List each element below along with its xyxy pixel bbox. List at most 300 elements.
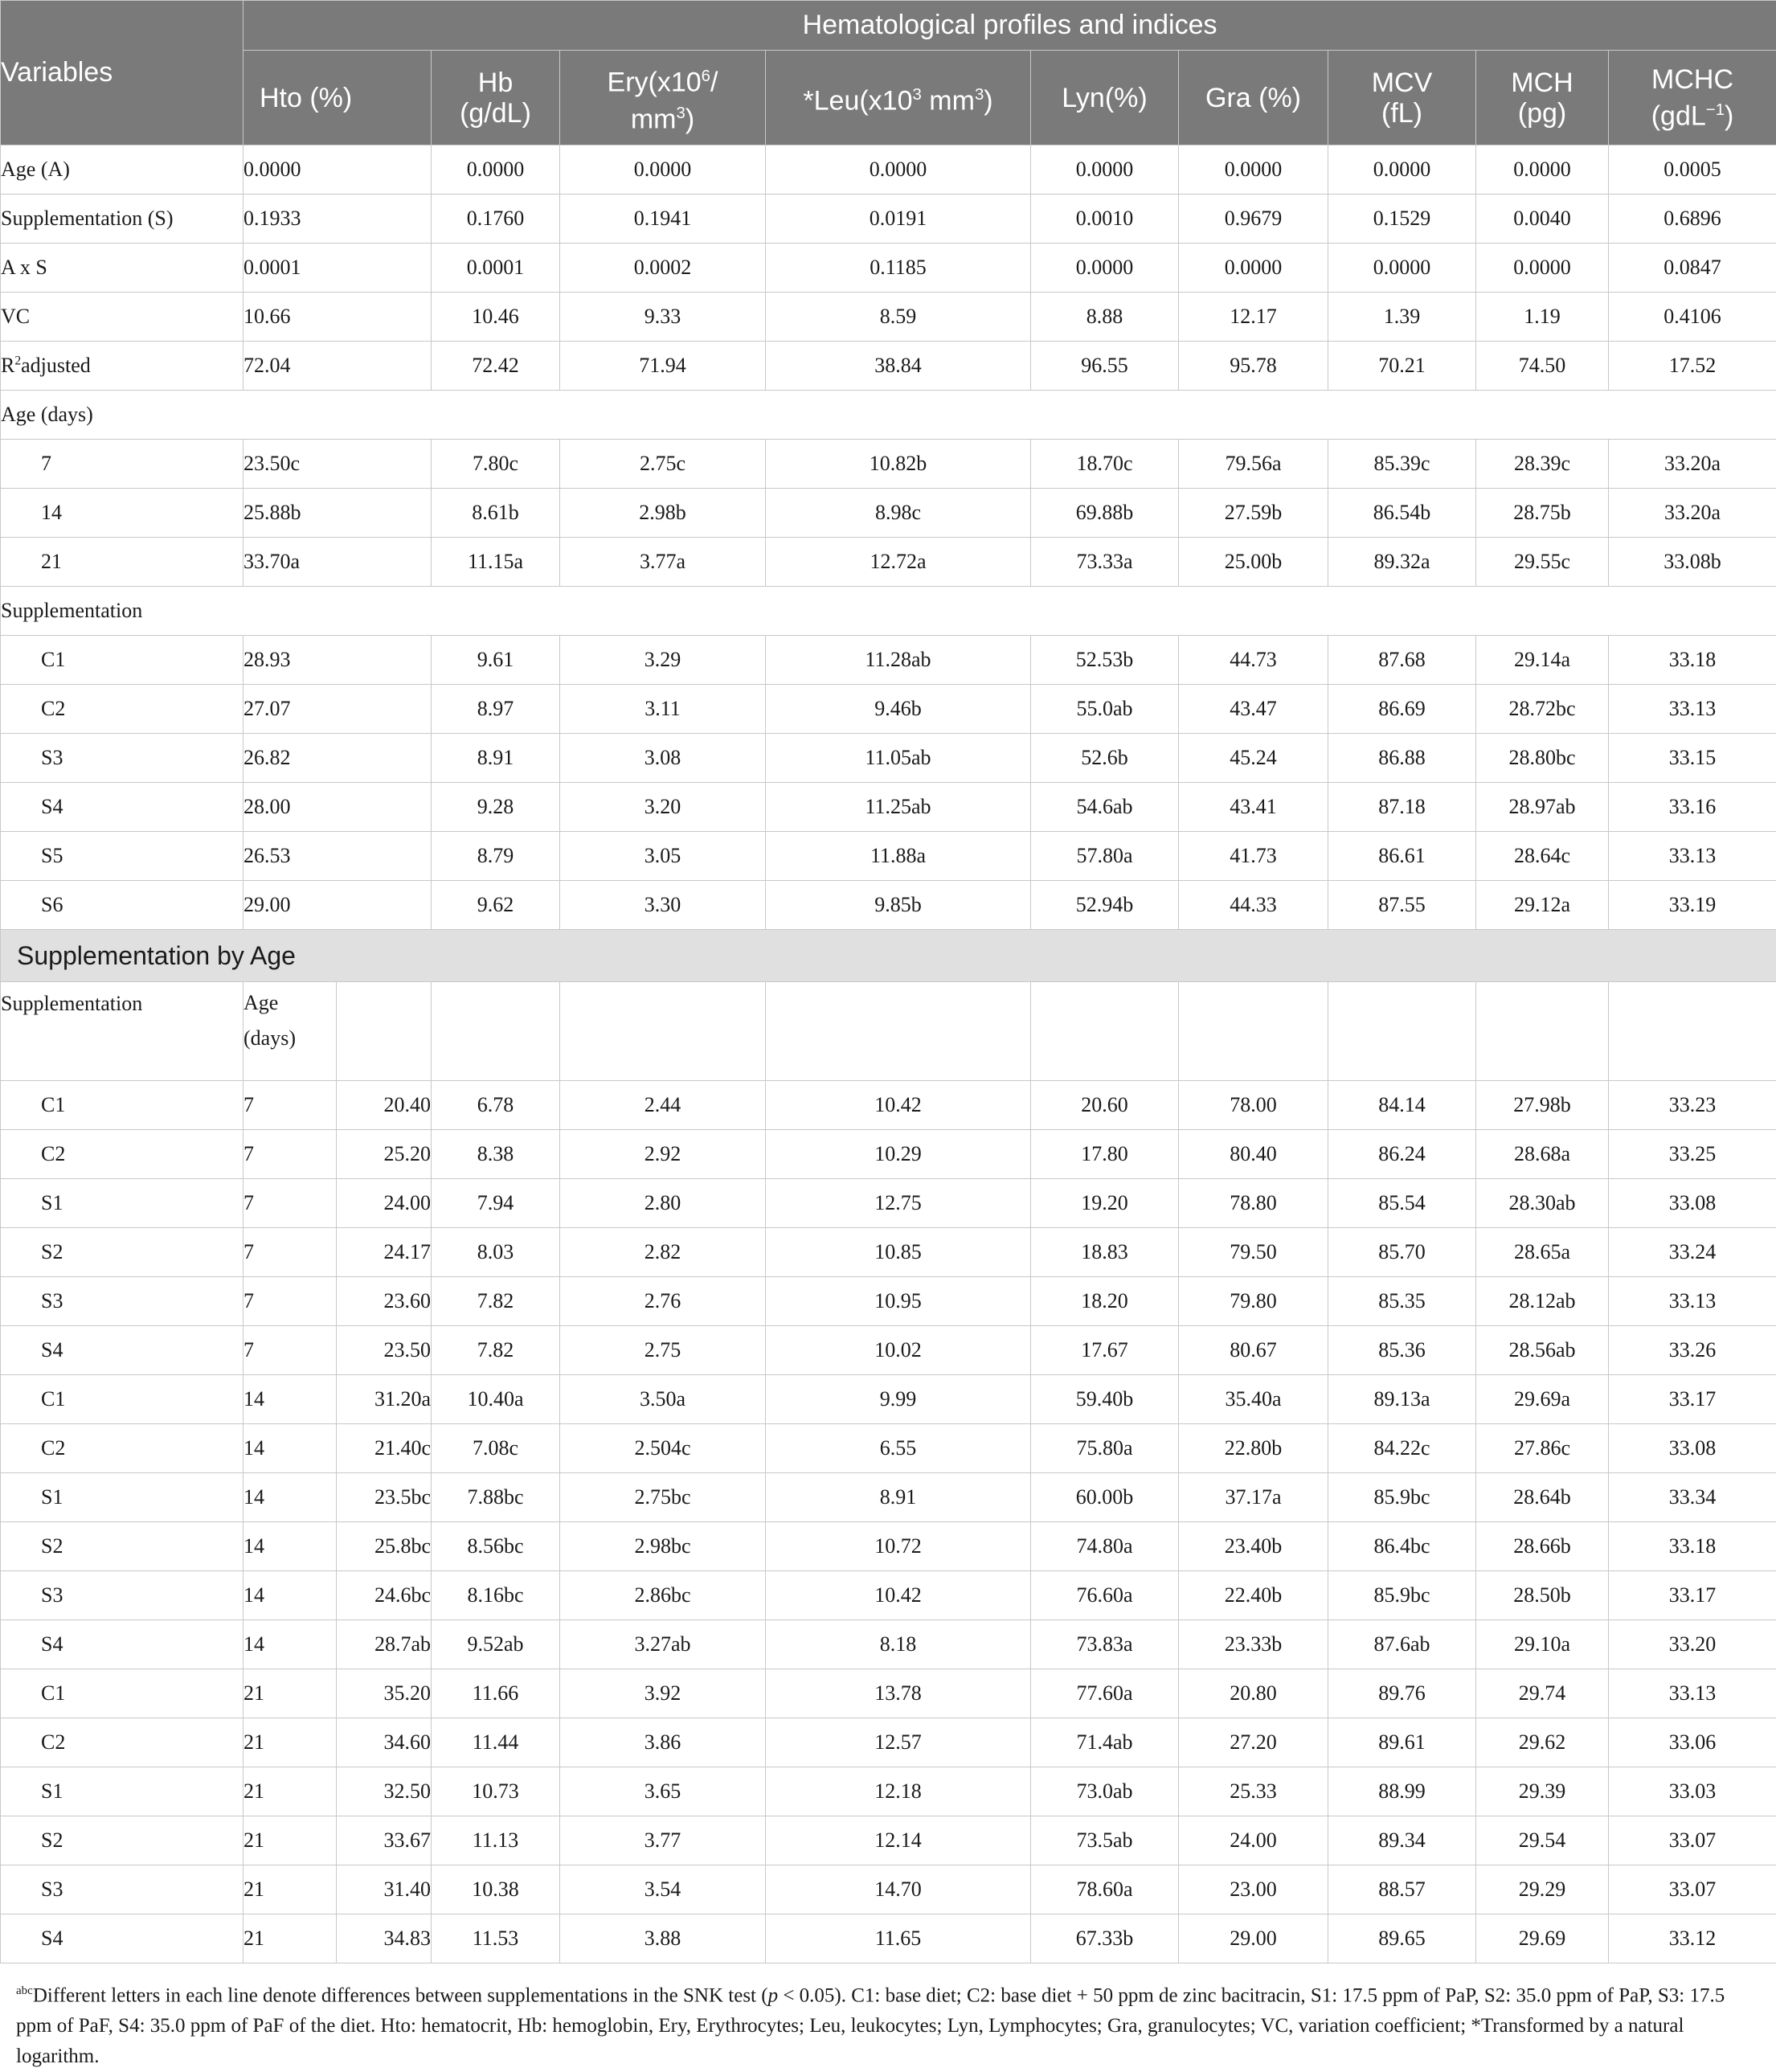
table-cell: 52.6b [1031,734,1179,783]
table-cell: 0.0000 [1328,244,1476,293]
table-cell: 85.70 [1328,1228,1476,1277]
table-cell: 24.00 [1179,1816,1328,1865]
age-cell: 14 [243,1571,337,1620]
table-cell: 0.0000 [1476,145,1609,195]
table-cell: 3.11 [560,685,766,734]
table-cell: 23.33b [1179,1620,1328,1669]
table-cell: 29.29 [1476,1865,1609,1914]
table-cell: 0.0005 [1609,145,1776,195]
row-label: S3 [1,734,243,783]
table-cell: 28.00 [243,783,432,832]
row-label: S1 [1,1767,243,1816]
table-cell: 18.83 [1031,1228,1179,1277]
table-cell: 85.9bc [1328,1473,1476,1522]
table-row [1,1326,1776,1375]
table-cell: 17.52 [1609,342,1776,391]
table-cell: 33.13 [1609,832,1776,881]
table-cell: 88.99 [1328,1767,1476,1816]
table-cell: 27.86c [1476,1424,1609,1473]
table-cell: 28.30ab [1476,1179,1609,1228]
row-label: 14 [1,489,243,538]
table-cell: 78.60a [1031,1865,1179,1914]
table-cell: 12.18 [766,1767,1031,1816]
table-cell: 29.39 [1476,1767,1609,1816]
table-cell: 20.60 [1031,1081,1179,1130]
row-label: S4 [1,783,243,832]
age-cell: 21 [243,1914,337,1963]
table-cell: 6.78 [432,1081,560,1130]
table-cell: 28.12ab [1476,1277,1609,1326]
table-cell: 43.47 [1179,685,1328,734]
age-cell: 7 [243,1081,337,1130]
column-header-part: / [710,68,718,98]
table-cell: 10.29 [766,1130,1031,1179]
table-cell: 31.20a [337,1375,432,1424]
table-cell: 12.72a [766,538,1031,587]
empty-cell [1609,982,1776,1081]
table-cell: 24.6bc [337,1571,432,1620]
table-cell: 9.62 [432,881,560,930]
column-header-part: −1 [1706,101,1725,119]
column-header-part: Gra (%) [1205,83,1301,113]
table-cell: 28.39c [1476,440,1609,489]
age-cell: 14 [243,1424,337,1473]
table-cell: 86.69 [1328,685,1476,734]
table-cell: 33.13 [1609,1669,1776,1718]
column-header-part: Hto (%) [260,83,352,113]
table-cell: 28.7ab [337,1620,432,1669]
table-cell: 11.28ab [766,636,1031,685]
table-cell: 60.00b [1031,1473,1179,1522]
table-cell: 75.80a [1031,1424,1179,1473]
table-cell: 23.5bc [337,1473,432,1522]
table-cell: 0.0000 [432,145,560,195]
table-cell: 33.20a [1609,489,1776,538]
table-cell: 7.88bc [432,1473,560,1522]
table-row [1,489,1776,538]
table-cell: 86.54b [1328,489,1476,538]
table-cell: 32.50 [337,1767,432,1816]
table-cell: 8.38 [432,1130,560,1179]
table-cell: 23.50c [243,440,432,489]
table-cell: 29.55c [1476,538,1609,587]
empty-cell [1031,982,1179,1081]
table-cell: 28.72bc [1476,685,1609,734]
table-row [1,342,1776,391]
table-cell: 41.73 [1179,832,1328,881]
table-cell: 0.0847 [1609,244,1776,293]
table-cell: 1.39 [1328,293,1476,342]
column-header-part: ) [1725,100,1733,131]
table-cell: 26.53 [243,832,432,881]
row-label: S3 [1,1865,243,1914]
row-label: C1 [1,636,243,685]
table-row [1,440,1776,489]
table-row [1,1228,1776,1277]
table-row [1,244,1776,293]
table-cell: 52.53b [1031,636,1179,685]
table-cell: 45.24 [1179,734,1328,783]
row-label: Supplementation (S) [1,195,243,244]
table-cell: 33.18 [1609,1522,1776,1571]
table-cell: 28.56ab [1476,1326,1609,1375]
table-cell: 2.86bc [560,1571,766,1620]
column-header-part: MCHC [1651,64,1733,95]
table-cell: 67.33b [1031,1914,1179,1963]
subheader-supplementation: Supplementation [1,982,243,1081]
row-label-sup: 2 [14,354,21,367]
table-cell: 13.78 [766,1669,1031,1718]
row-label: A x S [1,244,243,293]
table-cell: 29.69 [1476,1914,1609,1963]
table-row [1,734,1776,783]
table-cell: 3.77 [560,1816,766,1865]
row-label: S1 [1,1473,243,1522]
section-title: Age (days) [1,391,1776,440]
section-banner [1,930,1776,982]
table-cell: 3.05 [560,832,766,881]
column-header [1609,51,1776,145]
table-cell: 2.80 [560,1179,766,1228]
table-cell: 11.44 [432,1718,560,1767]
column-header-part: (pg) [1518,98,1566,129]
table-cell: 95.78 [1179,342,1328,391]
table-cell: 20.80 [1179,1669,1328,1718]
row-label: C2 [1,1130,243,1179]
table-cell: 33.15 [1609,734,1776,783]
age-cell: 14 [243,1522,337,1571]
table-cell: 11.88a [766,832,1031,881]
row-label: C2 [1,1424,243,1473]
table-cell: 34.83 [337,1914,432,1963]
table-cell: 19.20 [1031,1179,1179,1228]
table-cell: 29.12a [1476,881,1609,930]
table-cell: 0.0000 [1179,145,1328,195]
table-cell: 25.8bc [337,1522,432,1571]
age-cell: 7 [243,1130,337,1179]
table-cell: 33.12 [1609,1914,1776,1963]
table-cell: 8.98c [766,489,1031,538]
age-cell: 7 [243,1326,337,1375]
table-row [1,685,1776,734]
table-cell: 33.23 [1609,1081,1776,1130]
section-banner-title: Supplementation by Age [1,930,1776,982]
table-cell: 11.13 [432,1816,560,1865]
table-row [1,1914,1776,1963]
header-group-title: Hematological profiles and indices [243,1,1776,51]
table-cell: 8.61b [432,489,560,538]
table-cell: 8.18 [766,1620,1031,1669]
table-cell: 8.03 [432,1228,560,1277]
table-cell: 17.80 [1031,1130,1179,1179]
table-cell: 71.4ab [1031,1718,1179,1767]
table-cell: 7.82 [432,1326,560,1375]
table-cell: 11.25ab [766,783,1031,832]
table-cell: 10.42 [766,1571,1031,1620]
table-cell: 37.17a [1179,1473,1328,1522]
table-cell: 73.33a [1031,538,1179,587]
table-cell: 23.60 [337,1277,432,1326]
table-cell: 78.80 [1179,1179,1328,1228]
table-cell: 7.08c [432,1424,560,1473]
table-cell: 79.50 [1179,1228,1328,1277]
table-cell: 72.42 [432,342,560,391]
table-cell: 0.0000 [1476,244,1609,293]
table-cell: 24.00 [337,1179,432,1228]
table-cell: 85.35 [1328,1277,1476,1326]
table-cell: 2.75c [560,440,766,489]
subheader-age [243,982,337,1081]
table-row [1,832,1776,881]
table-cell: 38.84 [766,342,1031,391]
table-cell: 25.88b [243,489,432,538]
table-cell: 87.6ab [1328,1620,1476,1669]
table-cell: 0.0001 [432,244,560,293]
empty-cell [1328,982,1476,1081]
table-cell: 86.4bc [1328,1522,1476,1571]
table-row [1,1277,1776,1326]
table-cell: 85.9bc [1328,1571,1476,1620]
empty-cell [1179,982,1328,1081]
table-cell: 11.66 [432,1669,560,1718]
age-cell: 21 [243,1718,337,1767]
table-cell: 10.46 [432,293,560,342]
footnote-p: p [768,1984,779,2006]
table-cell: 3.30 [560,881,766,930]
table-row [1,1081,1776,1130]
table-cell: 3.65 [560,1767,766,1816]
table-cell: 11.05ab [766,734,1031,783]
table-cell: 31.40 [337,1865,432,1914]
table-cell: 33.07 [1609,1816,1776,1865]
table-cell: 8.97 [432,685,560,734]
table-cell: 29.00 [1179,1914,1328,1963]
column-header-part: MCH [1511,68,1573,98]
table-cell: 57.80a [1031,832,1179,881]
table-cell: 85.39c [1328,440,1476,489]
table-cell: 89.76 [1328,1669,1476,1718]
row-label: S5 [1,832,243,881]
age-cell: 7 [243,1228,337,1277]
age-cell: 14 [243,1375,337,1424]
table-row [1,1865,1776,1914]
empty-cell [766,982,1031,1081]
table-row [1,145,1776,195]
table-cell: 3.88 [560,1914,766,1963]
table-cell: 27.59b [1179,489,1328,538]
table-cell: 74.80a [1031,1522,1179,1571]
table-cell: 84.22c [1328,1424,1476,1473]
table-cell: 8.56bc [432,1522,560,1571]
column-header-part: 6 [702,68,710,85]
table-cell: 33.18 [1609,636,1776,685]
table-cell: 3.50a [560,1375,766,1424]
table-cell: 55.0ab [1031,685,1179,734]
table-cell: 3.29 [560,636,766,685]
column-header [1179,51,1328,145]
table-cell: 70.21 [1328,342,1476,391]
table-cell: 10.66 [243,293,432,342]
table-cell: 0.9679 [1179,195,1328,244]
column-header [1031,51,1179,145]
table-cell: 33.34 [1609,1473,1776,1522]
row-label: S4 [1,1914,243,1963]
column-header-part: ) [685,104,694,134]
footnote-text-2: < 0.05). C1: base diet; C2: base diet + 50 ppm de zinc bacitracin, S1: 17.5 ppm of PaP, S2: 35.0 ppm of PaP, S3: 17.5 ppm of PaF, S4: 35.0 ppm of PaF of the diet. Hto: hematocrit, Hb: hemoglobin, Ery, Erythrocytes; Leu, leukocytes; Lyn, Lymphocytes; Gra, granulocytes; VC, variation coefficient; *Transformed by a natural logarithm. [16,1984,1725,2067]
table-cell: 29.69a [1476,1375,1609,1424]
row-label-part: adjusted [21,354,91,377]
header-variables: Variables [1,1,243,145]
table-cell: 0.0000 [1031,145,1179,195]
table-cell: 0.0040 [1476,195,1609,244]
table-cell: 33.17 [1609,1571,1776,1620]
table-cell: 23.40b [1179,1522,1328,1571]
table-cell: 0.0010 [1031,195,1179,244]
table-cell: 29.74 [1476,1669,1609,1718]
table-cell: 10.40a [432,1375,560,1424]
table-cell: 18.70c [1031,440,1179,489]
table-cell: 43.41 [1179,783,1328,832]
table-cell: 11.53 [432,1914,560,1963]
table-cell: 0.1933 [243,195,432,244]
table-cell: 9.52ab [432,1620,560,1669]
table-cell: 33.24 [1609,1228,1776,1277]
table-cell: 2.75 [560,1326,766,1375]
empty-cell [337,982,432,1081]
table-cell: 20.40 [337,1081,432,1130]
table-cell: 14.70 [766,1865,1031,1914]
table-row [1,293,1776,342]
table-footnote [16,1976,1760,2072]
table-cell: 29.62 [1476,1718,1609,1767]
table-cell: 33.20 [1609,1620,1776,1669]
table-cell: 10.72 [766,1522,1031,1571]
age-cell: 21 [243,1767,337,1816]
table-cell: 12.75 [766,1179,1031,1228]
table-cell: 33.08 [1609,1424,1776,1473]
row-label: S4 [1,1326,243,1375]
subheader-age-line2: (days) [243,1026,296,1050]
table-cell: 28.80bc [1476,734,1609,783]
row-label: S4 [1,1620,243,1669]
table-cell: 54.6ab [1031,783,1179,832]
table-cell: 28.68a [1476,1130,1609,1179]
table-cell: 9.46b [766,685,1031,734]
table-cell: 33.06 [1609,1718,1776,1767]
table-cell: 28.64c [1476,832,1609,881]
row-label: C1 [1,1375,243,1424]
table-cell: 28.66b [1476,1522,1609,1571]
table-row [1,783,1776,832]
table-cell: 0.1941 [560,195,766,244]
table-cell: 89.34 [1328,1816,1476,1865]
age-cell: 21 [243,1865,337,1914]
table-cell: 3.08 [560,734,766,783]
empty-cell [1476,982,1609,1081]
table-cell: 33.08 [1609,1179,1776,1228]
table-cell: 3.54 [560,1865,766,1914]
table-cell: 84.14 [1328,1081,1476,1130]
table-cell: 73.83a [1031,1620,1179,1669]
column-header [243,51,432,145]
table-cell: 26.82 [243,734,432,783]
table-row [1,195,1776,244]
table-cell: 8.16bc [432,1571,560,1620]
footnote-text-1: Different letters in each line denote differences between supplementations in the SNK test ( [33,1984,768,2006]
table-row [1,1767,1776,1816]
row-label: 7 [1,440,243,489]
column-header-part: (g/dL) [460,98,531,129]
footnote-marker: abc [16,1984,33,1997]
row-label: Age (A) [1,145,243,195]
table-cell: 1.19 [1476,293,1609,342]
column-header-part: mm [631,104,677,134]
table-cell: 44.73 [1179,636,1328,685]
table-cell: 76.60a [1031,1571,1179,1620]
column-header [1476,51,1609,145]
section-title: Supplementation [1,587,1776,636]
column-header-part: Hb [478,68,513,98]
row-label: S3 [1,1571,243,1620]
column-header-part: mm [922,85,975,116]
column-header-part: ) [984,85,992,116]
table-cell: 33.70a [243,538,432,587]
table-cell: 89.61 [1328,1718,1476,1767]
column-header-part: Lyn(%) [1062,83,1147,113]
table-cell: 33.67 [337,1816,432,1865]
row-label: S1 [1,1179,243,1228]
table-cell: 2.76 [560,1277,766,1326]
row-label: C2 [1,685,243,734]
age-cell: 21 [243,1669,337,1718]
column-header-part: (gdL [1651,100,1706,131]
table-cell: 35.40a [1179,1375,1328,1424]
table-cell: 0.6896 [1609,195,1776,244]
row-label: C1 [1,1081,243,1130]
column-header-part: 3 [913,86,922,104]
table-cell: 7.80c [432,440,560,489]
table-cell: 17.67 [1031,1326,1179,1375]
table-cell: 3.92 [560,1669,766,1718]
table-cell: 33.16 [1609,783,1776,832]
age-cell: 14 [243,1473,337,1522]
table-cell: 33.25 [1609,1130,1776,1179]
table-cell: 12.17 [1179,293,1328,342]
table-cell: 0.0000 [243,145,432,195]
table-cell: 2.75bc [560,1473,766,1522]
table-cell: 3.20 [560,783,766,832]
table-cell: 87.18 [1328,783,1476,832]
table-cell: 28.93 [243,636,432,685]
subheader-row [1,982,1776,1081]
table-cell: 24.17 [337,1228,432,1277]
column-header [432,51,560,145]
table-cell: 33.20a [1609,440,1776,489]
table-cell: 88.57 [1328,1865,1476,1914]
table-cell: 28.65a [1476,1228,1609,1277]
table-cell: 33.03 [1609,1767,1776,1816]
table-cell: 7.82 [432,1277,560,1326]
table-cell: 79.56a [1179,440,1328,489]
table-cell: 33.08b [1609,538,1776,587]
table-row [1,1718,1776,1767]
table-cell: 10.95 [766,1277,1031,1326]
table-cell: 3.77a [560,538,766,587]
table-cell: 25.00b [1179,538,1328,587]
table-cell: 8.88 [1031,293,1179,342]
table-cell: 59.40b [1031,1375,1179,1424]
table-cell: 9.61 [432,636,560,685]
